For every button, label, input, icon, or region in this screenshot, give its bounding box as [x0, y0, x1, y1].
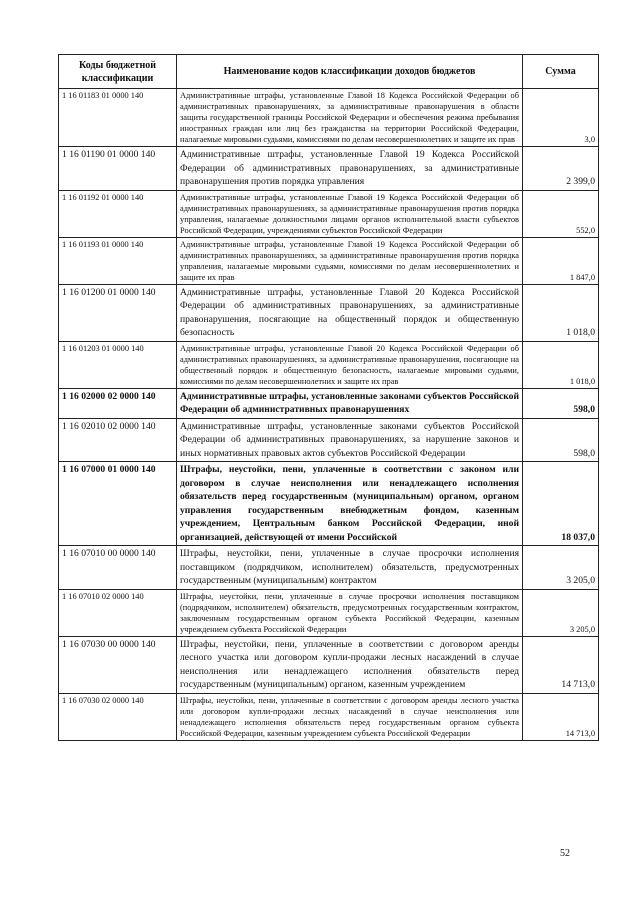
row-code: 1 16 01183 01 0000 140: [59, 89, 177, 147]
table-row: [59, 636, 599, 693]
row-name: Административные штрафы, установленные Главой 19 Кодекса Российской Федерации об административных правонарушениях, за административные правонарушения против порядка управления, налагаемые должностными лицами органов исполнительной власти субъектов Российской Федерации, учреждениями субъектов Российской Федерации: [177, 190, 523, 237]
row-code: 1 16 02000 02 0000 140: [59, 388, 177, 418]
row-name: Штрафы, неустойки, пени, уплаченные в случае просрочки исполнения поставщиком (подрядчиком, исполнителем) обязательств, предусмотренных государственным контрактом, заключенным государственным органом субъекта Российской Федерации, казенным учреждением субъекта Российской Федерации: [177, 589, 523, 636]
row-name: Административные штрафы, установленные Главой 19 Кодекса Российской Федерации об административных правонарушениях, за административные правонарушения против порядка управления, налагаемые мировыми судьями, комиссиями по делам несовершеннолетних и защите их прав: [177, 237, 523, 284]
row-name: Административные штрафы, установленные законами субъектов Российской Федерации об административных правонарушениях: [177, 388, 523, 418]
table-header-row: [59, 55, 599, 89]
table-row: [59, 388, 599, 418]
header-sum: Сумма: [523, 55, 599, 89]
row-sum: 3 205,0: [523, 546, 599, 590]
row-sum: 598,0: [523, 418, 599, 462]
table-row: [59, 589, 599, 636]
row-name: Административные штрафы, установленные Главой 18 Кодекса Российской Федерации об административных правонарушениях, за административные правонарушения в области защиты государственной границы Российской Федерации и обеспечения режима пребывания иностранных граждан или лиц без гражданства на территории Российской Федерации, налагаемые мировыми судьями, комиссиями по делам несовершеннолетних и защите их прав: [177, 89, 523, 147]
row-code: 1 16 07000 01 0000 140: [59, 462, 177, 546]
page-number: 52: [560, 848, 570, 859]
row-sum: 14 713,0: [523, 636, 599, 693]
table-row: [59, 147, 599, 191]
row-name: Административные штрафы, установленные законами субъектов Российской Федерации об административных правонарушениях, за нарушение законов и иных нормативных правовых актов субъектов Российской Федерации: [177, 418, 523, 462]
row-name: Административные штрафы, установленные Главой 19 Кодекса Российской Федерации об административных правонарушениях, за административные правонарушения против порядка управления: [177, 147, 523, 191]
row-sum: 598,0: [523, 388, 599, 418]
row-code: 1 16 07010 02 0000 140: [59, 589, 177, 636]
row-sum: 1 018,0: [523, 284, 599, 341]
row-sum: 1 018,0: [523, 341, 599, 388]
document-page: [58, 54, 598, 741]
row-sum: 3,0: [523, 89, 599, 147]
row-sum: 14 713,0: [523, 693, 599, 740]
row-name: Административные штрафы, установленные Главой 20 Кодекса Российской Федерации об административных правонарушениях, за административные правонарушения, посягающие на общественный порядок и общественную безопасность: [177, 284, 523, 341]
row-code: 1 16 01192 01 0000 140: [59, 190, 177, 237]
row-code: 1 16 01193 01 0000 140: [59, 237, 177, 284]
row-name: Штрафы, неустойки, пени, уплаченные в соответствии с договором аренды лесного участка или договором купли-продажи лесных насаждений в случае неисполнения или ненадлежащего исполнения обязательств перед государственным органом субъекта Российской Федерации, казенным учреждением субъекта Российской Федерации: [177, 693, 523, 740]
row-name: Штрафы, неустойки, пени, уплаченные в соответствии с договором аренды лесного участка или договором купли-продажи лесных насаждений в случае неисполнения или ненадлежащего исполнения обязательств перед государственным (муниципальным) органом, казенным учреждением: [177, 636, 523, 693]
table-row: [59, 418, 599, 462]
row-name: Штрафы, неустойки, пени, уплаченные в соответствии с законом или договором в случае неисполнения или ненадлежащего исполнения обязательств перед государственным (муниципальным) органом, органом управления государственным внебюджетным фондом, казенным учреждением, Центральным банком Российской Федерации, иной организацией, действующей от имени Российской: [177, 462, 523, 546]
row-sum: 18 037,0: [523, 462, 599, 546]
header-code: Коды бюджетной классификации: [59, 55, 177, 89]
row-sum: 3 205,0: [523, 589, 599, 636]
table-row: [59, 693, 599, 740]
row-code: 1 16 01200 01 0000 140: [59, 284, 177, 341]
row-code: 1 16 07030 00 0000 140: [59, 636, 177, 693]
row-code: 1 16 07030 02 0000 140: [59, 693, 177, 740]
revenue-codes-table: [58, 54, 599, 741]
row-code: 1 16 02010 02 0000 140: [59, 418, 177, 462]
row-code: 1 16 01203 01 0000 140: [59, 341, 177, 388]
table-row: [59, 89, 599, 147]
row-sum: 552,0: [523, 190, 599, 237]
table-row: [59, 341, 599, 388]
table-row: [59, 546, 599, 590]
table-row: [59, 190, 599, 237]
table-row: [59, 462, 599, 546]
table-row: [59, 237, 599, 284]
table-row: [59, 284, 599, 341]
row-code: 1 16 07010 00 0000 140: [59, 546, 177, 590]
row-sum: 1 847,0: [523, 237, 599, 284]
row-name: Штрафы, неустойки, пени, уплаченные в случае просрочки исполнения поставщиком (подрядчиком, исполнителем) обязательств, предусмотренных государственным (муниципальным) контрактом: [177, 546, 523, 590]
header-name: Наименование кодов классификации доходов бюджетов: [177, 55, 523, 89]
row-code: 1 16 01190 01 0000 140: [59, 147, 177, 191]
row-name: Административные штрафы, установленные Главой 20 Кодекса Российской Федерации об административных правонарушениях, за административные правонарушения, посягающие на общественный порядок и общественную безопасность, налагаемые мировыми судьями, комиссиями по делам несовершеннолетних и защите их прав: [177, 341, 523, 388]
row-sum: 2 399,0: [523, 147, 599, 191]
